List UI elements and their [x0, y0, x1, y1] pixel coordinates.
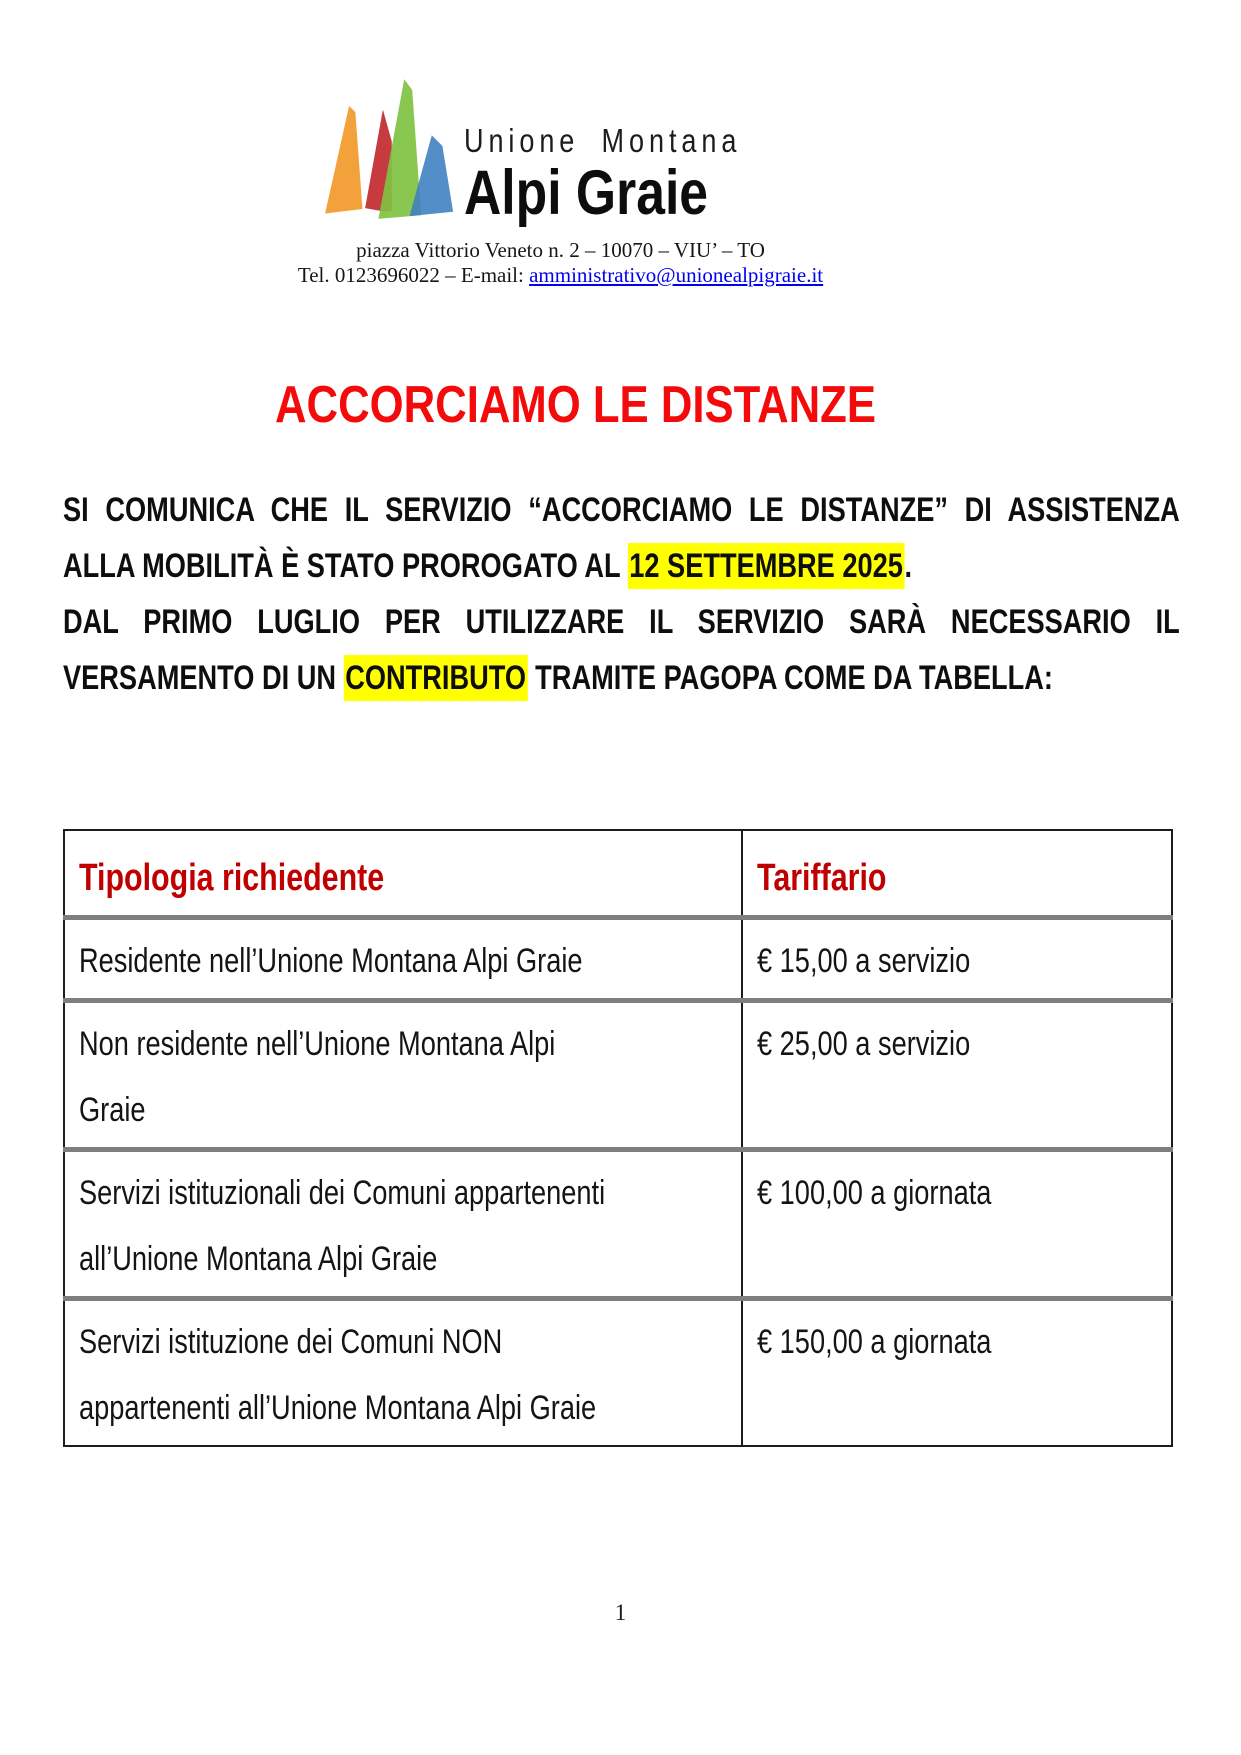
- contact-prefix: Tel. 0123696022 – E-mail:: [297, 263, 530, 287]
- text-segment: VERSAMENTO DI UN: [63, 659, 344, 697]
- cell-line: appartenenti all’Unione Montana Alpi Graie: [79, 1389, 597, 1427]
- email-link[interactable]: amministrativo@unionealpigraie.it: [529, 263, 824, 287]
- cell-line: Graie: [79, 1091, 146, 1129]
- doc-title: ACCORCIAMO LE DISTANZE: [275, 376, 876, 434]
- body-text-line: [63, 482, 1180, 538]
- table-header-tipologia: [64, 830, 742, 918]
- table-row: [64, 918, 1172, 1001]
- org-name-line1: Unione Montana: [464, 122, 742, 159]
- header-cell-text: Tariffario: [757, 857, 887, 899]
- address-block: [298, 238, 823, 288]
- logo-mountains-icon: [318, 73, 478, 226]
- cell-line: Residente nell’Unione Montana Alpi Graie: [79, 942, 583, 980]
- page-number: 1: [614, 1600, 627, 1625]
- body-text-line: [63, 594, 1180, 650]
- table-cell-tipologia: [64, 1001, 742, 1150]
- paragraph: [63, 594, 1241, 706]
- table-header-row: [64, 830, 1172, 918]
- org-name-line2: Alpi Graie: [464, 158, 709, 229]
- header-cell-text: Tipologia richiedente: [79, 857, 385, 899]
- body-text: [63, 482, 1241, 706]
- cell-line: € 25,00 a servizio: [757, 1025, 971, 1063]
- table-header-tariffario: [742, 830, 1172, 918]
- mountain-orange: [326, 106, 363, 214]
- address-line: piazza Vittorio Veneto n. 2 – 10070 – VIU’ – TO: [356, 238, 765, 262]
- org-wordmark: [464, 73, 742, 229]
- cell-line: Servizi istituzionali dei Comuni appartenenti: [79, 1174, 606, 1212]
- tariff-table: [63, 829, 1173, 1447]
- table-body: [64, 918, 1172, 1447]
- cell-line: all’Unione Montana Alpi Graie: [79, 1240, 438, 1278]
- text-segment: ALLA MOBILITÀ È STATO PROROGATO AL: [63, 547, 628, 585]
- table-cell-tipologia: [64, 918, 742, 1001]
- body-text-line: [63, 538, 1180, 594]
- table-cell-tariffa: [742, 1150, 1172, 1299]
- highlighted-text: CONTRIBUTO: [344, 655, 528, 701]
- table-row: [64, 1299, 1172, 1447]
- cell-line: Non residente nell’Unione Montana Alpi: [79, 1025, 556, 1063]
- table-cell-tariffa: [742, 1001, 1172, 1150]
- table-row: [64, 1001, 1172, 1150]
- body-text-line: [63, 650, 1180, 706]
- table-head: [64, 830, 1172, 918]
- text-segment: SI COMUNICA CHE IL SERVIZIO “ACCORCIAMO LE DISTANZE” DI ASSISTENZA: [63, 491, 1180, 529]
- cell-line: € 15,00 a servizio: [757, 942, 971, 980]
- table-cell-tariffa: [742, 918, 1172, 1001]
- table-cell-tariffa: [742, 1299, 1172, 1447]
- table-row: [64, 1150, 1172, 1299]
- letterhead: [298, 73, 823, 288]
- text-segment: TRAMITE PAGOPA COME DA TABELLA:: [527, 659, 1053, 697]
- cell-line: € 150,00 a giornata: [757, 1323, 992, 1361]
- cell-line: Servizi istituzione dei Comuni NON: [79, 1323, 503, 1361]
- table-cell-tipologia: [64, 1299, 742, 1447]
- table-cell-tipologia: [64, 1150, 742, 1299]
- paragraph: [63, 482, 1241, 594]
- cell-line: € 100,00 a giornata: [757, 1174, 992, 1212]
- text-segment: .: [904, 547, 913, 585]
- highlighted-text: 12 SETTEMBRE 2025: [628, 543, 905, 589]
- text-segment: DAL PRIMO LUGLIO PER UTILIZZARE IL SERVIZIO SARÀ NECESSARIO IL: [63, 603, 1180, 641]
- brand-row: [298, 73, 823, 229]
- contact-line: [298, 263, 823, 288]
